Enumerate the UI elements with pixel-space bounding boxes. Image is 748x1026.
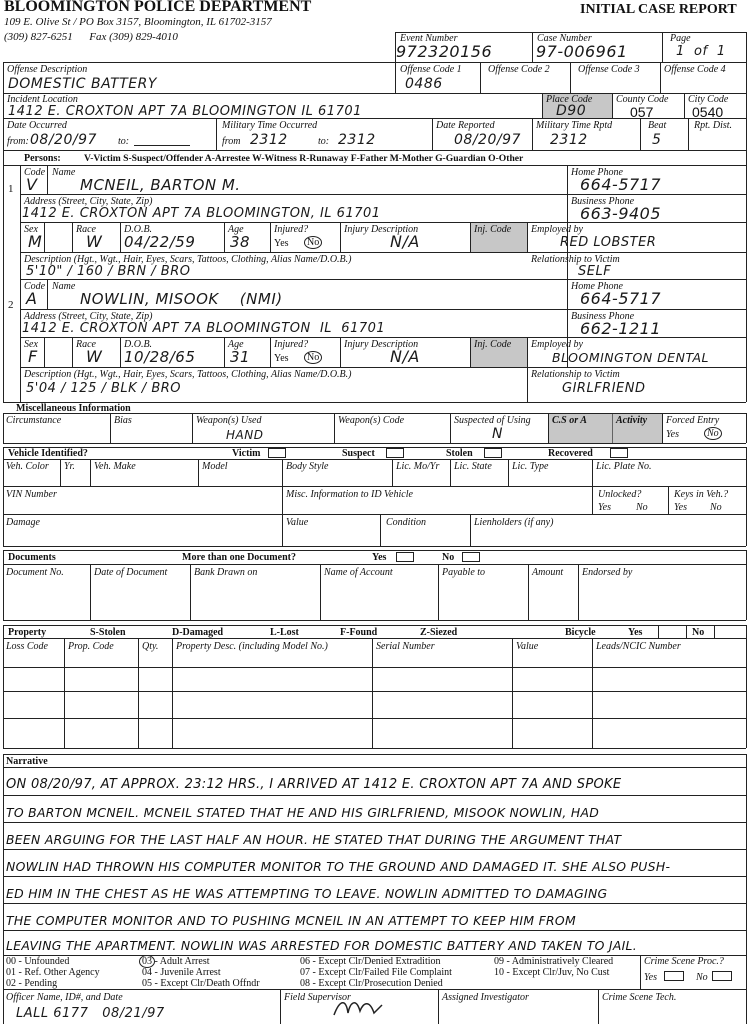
home-phone-label: Home Phone xyxy=(571,281,623,292)
keys-label: Keys in Veh.? xyxy=(674,489,729,500)
person-description: 5'04 / 125 / BLK / BRO xyxy=(26,381,182,396)
department-name: BLOOMINGTON POLICE DEPARTMENT xyxy=(4,0,312,15)
disposition-05: 05 - Except Clr/Death Offndr xyxy=(142,978,260,989)
date-of-document-label: Date of Document xyxy=(94,567,168,578)
vehicle-stolen-label: Stolen xyxy=(446,448,473,459)
forced-entry-no: No xyxy=(704,427,722,440)
persons-label: Persons: xyxy=(24,153,61,164)
damage-label: Damage xyxy=(6,517,40,528)
report-title: INITIAL CASE REPORT xyxy=(580,2,737,17)
prop-desc-label: Property Desc. (including Model No.) xyxy=(176,641,328,652)
beat-label: Beat xyxy=(648,120,667,131)
injury-desc-label: Injury Description xyxy=(344,339,419,350)
vehicle-identified-label: Vehicle Identified? xyxy=(8,448,88,459)
event-number-label: Event Number xyxy=(400,33,458,44)
veh-yr-label: Yr. xyxy=(64,461,75,472)
injured-yes: Yes xyxy=(274,238,289,249)
dob-label: D.O.B. xyxy=(124,224,153,235)
incident-location: 1412 E. CROXTON APT 7A BLOOMINGTON IL 61701 xyxy=(8,104,362,119)
city-code: 0540 xyxy=(692,104,724,120)
veh-color-label: Veh. Color xyxy=(6,461,49,472)
injury-description: N/A xyxy=(390,232,420,251)
endorsed-by-label: Endorsed by xyxy=(582,567,633,578)
age-label: Age xyxy=(228,339,244,350)
signature-mark xyxy=(330,995,390,1021)
circumstance-label: Circumstance xyxy=(6,415,62,426)
crime-scene-yes: Yes xyxy=(644,972,657,983)
vehicle-suspect-label: Suspect xyxy=(342,448,375,459)
narrative-line: ED HIM IN THE CHEST AS HE WAS ATTEMPTING TO LEAVE. NOWLIN ADMITTED TO DAMAGING xyxy=(6,886,608,901)
narrative-title: Narrative xyxy=(6,756,48,767)
officer-label: Officer Name, ID#, and Date xyxy=(6,992,123,1003)
person-code: A xyxy=(26,289,38,308)
vehicle-victim-label: Victim xyxy=(232,448,261,459)
misc-title: Miscellaneous Information xyxy=(16,403,131,414)
offense-code4-label: Offense Code 4 xyxy=(664,64,726,75)
case-number: 97-006961 xyxy=(536,42,628,61)
page-label: Page xyxy=(670,33,691,44)
property-title: Property xyxy=(8,627,47,638)
dob-label: D.O.B. xyxy=(124,339,153,350)
business-phone: 662-1211 xyxy=(580,319,662,338)
crime-scene-no: No xyxy=(696,972,708,983)
person-description: 5'10" / 160 / BRN / BRO xyxy=(26,264,191,279)
weapons-used-label: Weapon(s) Used xyxy=(196,415,262,426)
prop-code-label: Prop. Code xyxy=(68,641,114,652)
narrative-line: BEEN ARGUING FOR THE LAST HALF AN HOUR. HE STATED THAT DURING THE ARGUMENT THAT xyxy=(6,832,622,847)
relationship: SELF xyxy=(578,264,612,279)
person-address: 1412 E. CROXTON APT 7A BLOOMINGTON IL 61701 xyxy=(22,321,386,336)
case-number-label: Case Number xyxy=(537,33,592,44)
person-dob: 10/28/65 xyxy=(124,348,196,366)
disposition-06: 06 - Except Clr/Denied Extradition xyxy=(300,956,441,967)
injured-no: No xyxy=(304,236,322,249)
code-label: Code xyxy=(24,167,46,178)
property-found: F-Found xyxy=(340,627,378,638)
offense-description: DOMESTIC BATTERY xyxy=(8,76,157,92)
suspected-using-label: Suspected of Using xyxy=(454,415,531,426)
name-of-account-label: Name of Account xyxy=(324,567,393,578)
suspected-using-value: N xyxy=(492,426,503,442)
person-sex: M xyxy=(28,232,43,251)
name-label: Name xyxy=(52,281,76,292)
vehicle-recovered-label: Recovered xyxy=(548,448,593,459)
property-damaged: D-Damaged xyxy=(172,627,224,638)
supervisor-signature xyxy=(330,995,390,1026)
beat: 5 xyxy=(652,132,662,148)
city-code-label: City Code xyxy=(688,94,729,105)
relationship-label: Relationship to Victim xyxy=(531,369,620,380)
person-number: 1 xyxy=(8,183,14,195)
disposition-01: 01 - Ref. Other Agency xyxy=(6,967,100,978)
body-style-label: Body Style xyxy=(286,461,329,472)
offense-code2-label: Offense Code 2 xyxy=(488,64,550,75)
disposition-00: 00 - Unfounded xyxy=(6,956,70,967)
unlocked-label: Unlocked? xyxy=(598,489,642,500)
military-from: 2312 xyxy=(250,132,288,148)
military-rptd: 2312 xyxy=(550,132,588,148)
sex-label: Sex xyxy=(24,339,38,350)
disposition-08: 08 - Except Clr/Prosecution Denied xyxy=(300,978,443,989)
person-race: W xyxy=(86,232,103,251)
bank-label: Bank Drawn on xyxy=(194,567,258,578)
leads-label: Leads/NCIC Number xyxy=(596,641,681,652)
lic-type-label: Lic. Type xyxy=(512,461,549,472)
cs-or-a-label: C.S or A xyxy=(552,415,587,426)
description-label: Description (Hgt., Wgt., Hair, Eyes, Scars, Tattoos, Clothing, Alias Name/D.O.B.) xyxy=(24,369,352,380)
offense-code1: 0486 xyxy=(405,76,443,92)
race-label: Race xyxy=(76,224,96,235)
field-supervisor-label: Field Supervisor xyxy=(284,992,351,1003)
department-phone: (309) 827-6251 Fax (309) 829-4010 xyxy=(4,31,178,43)
department-address: 109 E. Olive St / PO Box 3157, Bloomington, IL 61702-3157 xyxy=(4,16,272,28)
name-label: Name xyxy=(52,167,76,178)
vin-label: VIN Number xyxy=(6,489,57,500)
serial-label: Serial Number xyxy=(376,641,435,652)
county-code-label: County Code xyxy=(616,94,669,105)
bias-label: Bias xyxy=(114,415,132,426)
keys-no: No xyxy=(710,502,722,513)
assigned-investigator-label: Assigned Investigator xyxy=(442,992,529,1003)
address-label: Address (Street, City, State, Zip) xyxy=(24,196,153,207)
veh-model-label: Model xyxy=(202,461,228,472)
more-than-one-label: More than one Document? xyxy=(182,552,296,563)
military-to-label: to: xyxy=(318,136,330,147)
value-label: Value xyxy=(516,641,539,652)
crime-scene-proc-label: Crime Scene Proc.? xyxy=(644,956,724,967)
inj-code-label: Inj. Code xyxy=(474,224,512,235)
documents-yes: Yes xyxy=(372,552,387,563)
military-from-label: from xyxy=(222,136,241,147)
person-code: V xyxy=(26,175,38,194)
address-label: Address (Street, City, State, Zip) xyxy=(24,311,153,322)
veh-make-label: Veh. Make xyxy=(94,461,136,472)
property-lost: L-Lost xyxy=(270,627,299,638)
bicycle-label: Bicycle xyxy=(565,627,596,638)
person-name: NOWLIN, MISOOK (NMI) xyxy=(80,290,283,308)
narrative-line: THE COMPUTER MONITOR AND TO PUSHING MCNEIL IN AN ATTEMPT TO KEEP HIM FROM xyxy=(6,913,576,928)
date-occurred-from-label: from: xyxy=(7,136,29,147)
person-age: 31 xyxy=(230,348,251,366)
persons-legend: V-Victim S-Suspect/Offender A-Arrestee W-Witness R-Runaway F-Father M-Mother G-Guardian O-Other xyxy=(84,153,524,164)
code-label: Code xyxy=(24,281,46,292)
narrative-line: LEAVING THE APARTMENT. NOWLIN WAS ARRESTED FOR DOMESTIC BATTERY AND TAKEN TO JAIL. xyxy=(6,938,638,953)
sex-label: Sex xyxy=(24,224,38,235)
person-address: 1412 E. CROXTON APT 7A BLOOMINGTON, IL 61701 xyxy=(22,206,381,221)
property-stolen: S-Stolen xyxy=(90,627,126,638)
date-occurred-from: 08/20/97 xyxy=(30,132,97,148)
employed-by: RED LOBSTER xyxy=(560,235,657,250)
date-occurred-to-label: to: xyxy=(118,136,130,147)
disposition-07: 07 - Except Clr/Failed File Complaint xyxy=(300,967,452,978)
employed-by-label: Employed by xyxy=(531,224,583,235)
person-dob: 04/22/59 xyxy=(124,233,196,251)
activity-label: Activity xyxy=(616,415,648,426)
race-label: Race xyxy=(76,339,96,350)
lienholders-label: Lienholders (if any) xyxy=(474,517,554,528)
value-label: Value xyxy=(286,517,309,528)
business-phone: 663-9405 xyxy=(580,204,662,223)
offense-code1-label: Offense Code 1 xyxy=(400,64,462,75)
document-no-label: Document No. xyxy=(6,567,64,578)
documents-no: No xyxy=(442,552,455,563)
incident-location-label: Incident Location xyxy=(7,94,78,105)
forced-entry-label: Forced Entry xyxy=(666,415,720,426)
date-reported-label: Date Reported xyxy=(436,120,495,131)
military-to: 2312 xyxy=(338,132,376,148)
inj-code-label: Inj. Code xyxy=(474,339,512,350)
county-code: 057 xyxy=(630,104,654,120)
relationship-label: Relationship to Victim xyxy=(531,254,620,265)
offense-code3-label: Offense Code 3 xyxy=(578,64,640,75)
injury-description: N/A xyxy=(390,347,420,366)
disposition-04: 04 - Juvenile Arrest xyxy=(142,967,221,978)
rpt-dist-label: Rpt. Dist. xyxy=(694,120,733,131)
misc-info-label: Misc. Information to ID Vehicle xyxy=(286,489,413,500)
crime-scene-tech-label: Crime Scene Tech. xyxy=(602,992,677,1003)
employed-by-label: Employed by xyxy=(531,339,583,350)
qty-label: Qty. xyxy=(142,641,159,652)
amount-label: Amount xyxy=(532,567,564,578)
date-occurred-label: Date Occurred xyxy=(7,120,67,131)
business-phone-label: Business Phone xyxy=(571,196,635,207)
lic-state-label: Lic. State xyxy=(454,461,492,472)
injured-label: Injured? xyxy=(274,339,309,350)
bicycle-yes: Yes xyxy=(628,627,643,638)
weapons-used: HAND xyxy=(226,428,264,442)
disposition-03: 03 - Adult Arrest xyxy=(142,956,210,967)
page-value: 1 of 1 xyxy=(676,44,726,59)
disposition-10: 10 - Except Clr/Juv, No Cust xyxy=(494,967,610,978)
person-race: W xyxy=(86,347,103,366)
condition-label: Condition xyxy=(386,517,427,528)
bicycle-no: No xyxy=(692,627,705,638)
weapons-code-label: Weapon(s) Code xyxy=(338,415,405,426)
home-phone: 664-5717 xyxy=(580,289,662,308)
disposition-02: 02 - Pending xyxy=(6,978,58,989)
person-sex: F xyxy=(28,347,38,366)
military-rptd-label: Military Time Rptd xyxy=(536,120,613,131)
lic-plate-label: Lic. Plate No. xyxy=(596,461,652,472)
payable-to-label: Payable to xyxy=(442,567,486,578)
place-code: D90 xyxy=(556,103,587,119)
military-time-label: Military Time Occurred xyxy=(222,120,318,131)
person-number: 2 xyxy=(8,299,14,311)
narrative-line: NOWLIN HAD THROWN HIS COMPUTER MONITOR TO THE GROUND AND DAMAGED IT. SHE ALSO PUSH- xyxy=(6,859,671,874)
relationship: GIRLFRIEND xyxy=(562,381,646,396)
home-phone-label: Home Phone xyxy=(571,167,623,178)
age-label: Age xyxy=(228,224,244,235)
home-phone: 664-5717 xyxy=(580,175,662,194)
offense-desc-label: Offense Description xyxy=(7,64,88,75)
unlocked-no: No xyxy=(636,502,648,513)
injured-label: Injured? xyxy=(274,224,309,235)
disposition-09: 09 - Administratively Cleared xyxy=(494,956,614,967)
officer-value: LALL 6177 08/21/97 xyxy=(16,1006,165,1021)
date-reported: 08/20/97 xyxy=(454,132,521,148)
employed-by: BLOOMINGTON DENTAL xyxy=(552,350,710,365)
business-phone-label: Business Phone xyxy=(571,311,635,322)
injury-desc-label: Injury Description xyxy=(344,224,419,235)
documents-title: Documents xyxy=(8,552,56,563)
injured-yes: Yes xyxy=(274,353,289,364)
description-label: Description (Hgt., Wgt., Hair, Eyes, Scars, Tattoos, Clothing, Alias Name/D.O.B.) xyxy=(24,254,352,265)
person-name: MCNEIL, BARTON M. xyxy=(80,176,241,194)
property-seized: Z-Siezed xyxy=(420,627,458,638)
event-number: 972320156 xyxy=(396,42,493,61)
person-age: 38 xyxy=(230,233,251,251)
injured-no: No xyxy=(304,351,322,364)
loss-code-label: Loss Code xyxy=(6,641,48,652)
lic-mo-yr-label: Lic. Mo/Yr xyxy=(396,461,440,472)
keys-yes: Yes xyxy=(674,502,687,513)
place-code-label: Place Code xyxy=(546,94,593,105)
narrative-line: ON 08/20/97, AT APPROX. 23:12 HRS., I ARRIVED AT 1412 E. CROXTON APT 7A AND SPOKE xyxy=(6,777,622,792)
narrative-line: TO BARTON MCNEIL. MCNEIL STATED THAT HE AND HIS GIRLFRIEND, MISOOK NOWLIN, HAD xyxy=(6,805,600,820)
unlocked-yes: Yes xyxy=(598,502,611,513)
forced-entry-yes: Yes xyxy=(666,429,679,440)
